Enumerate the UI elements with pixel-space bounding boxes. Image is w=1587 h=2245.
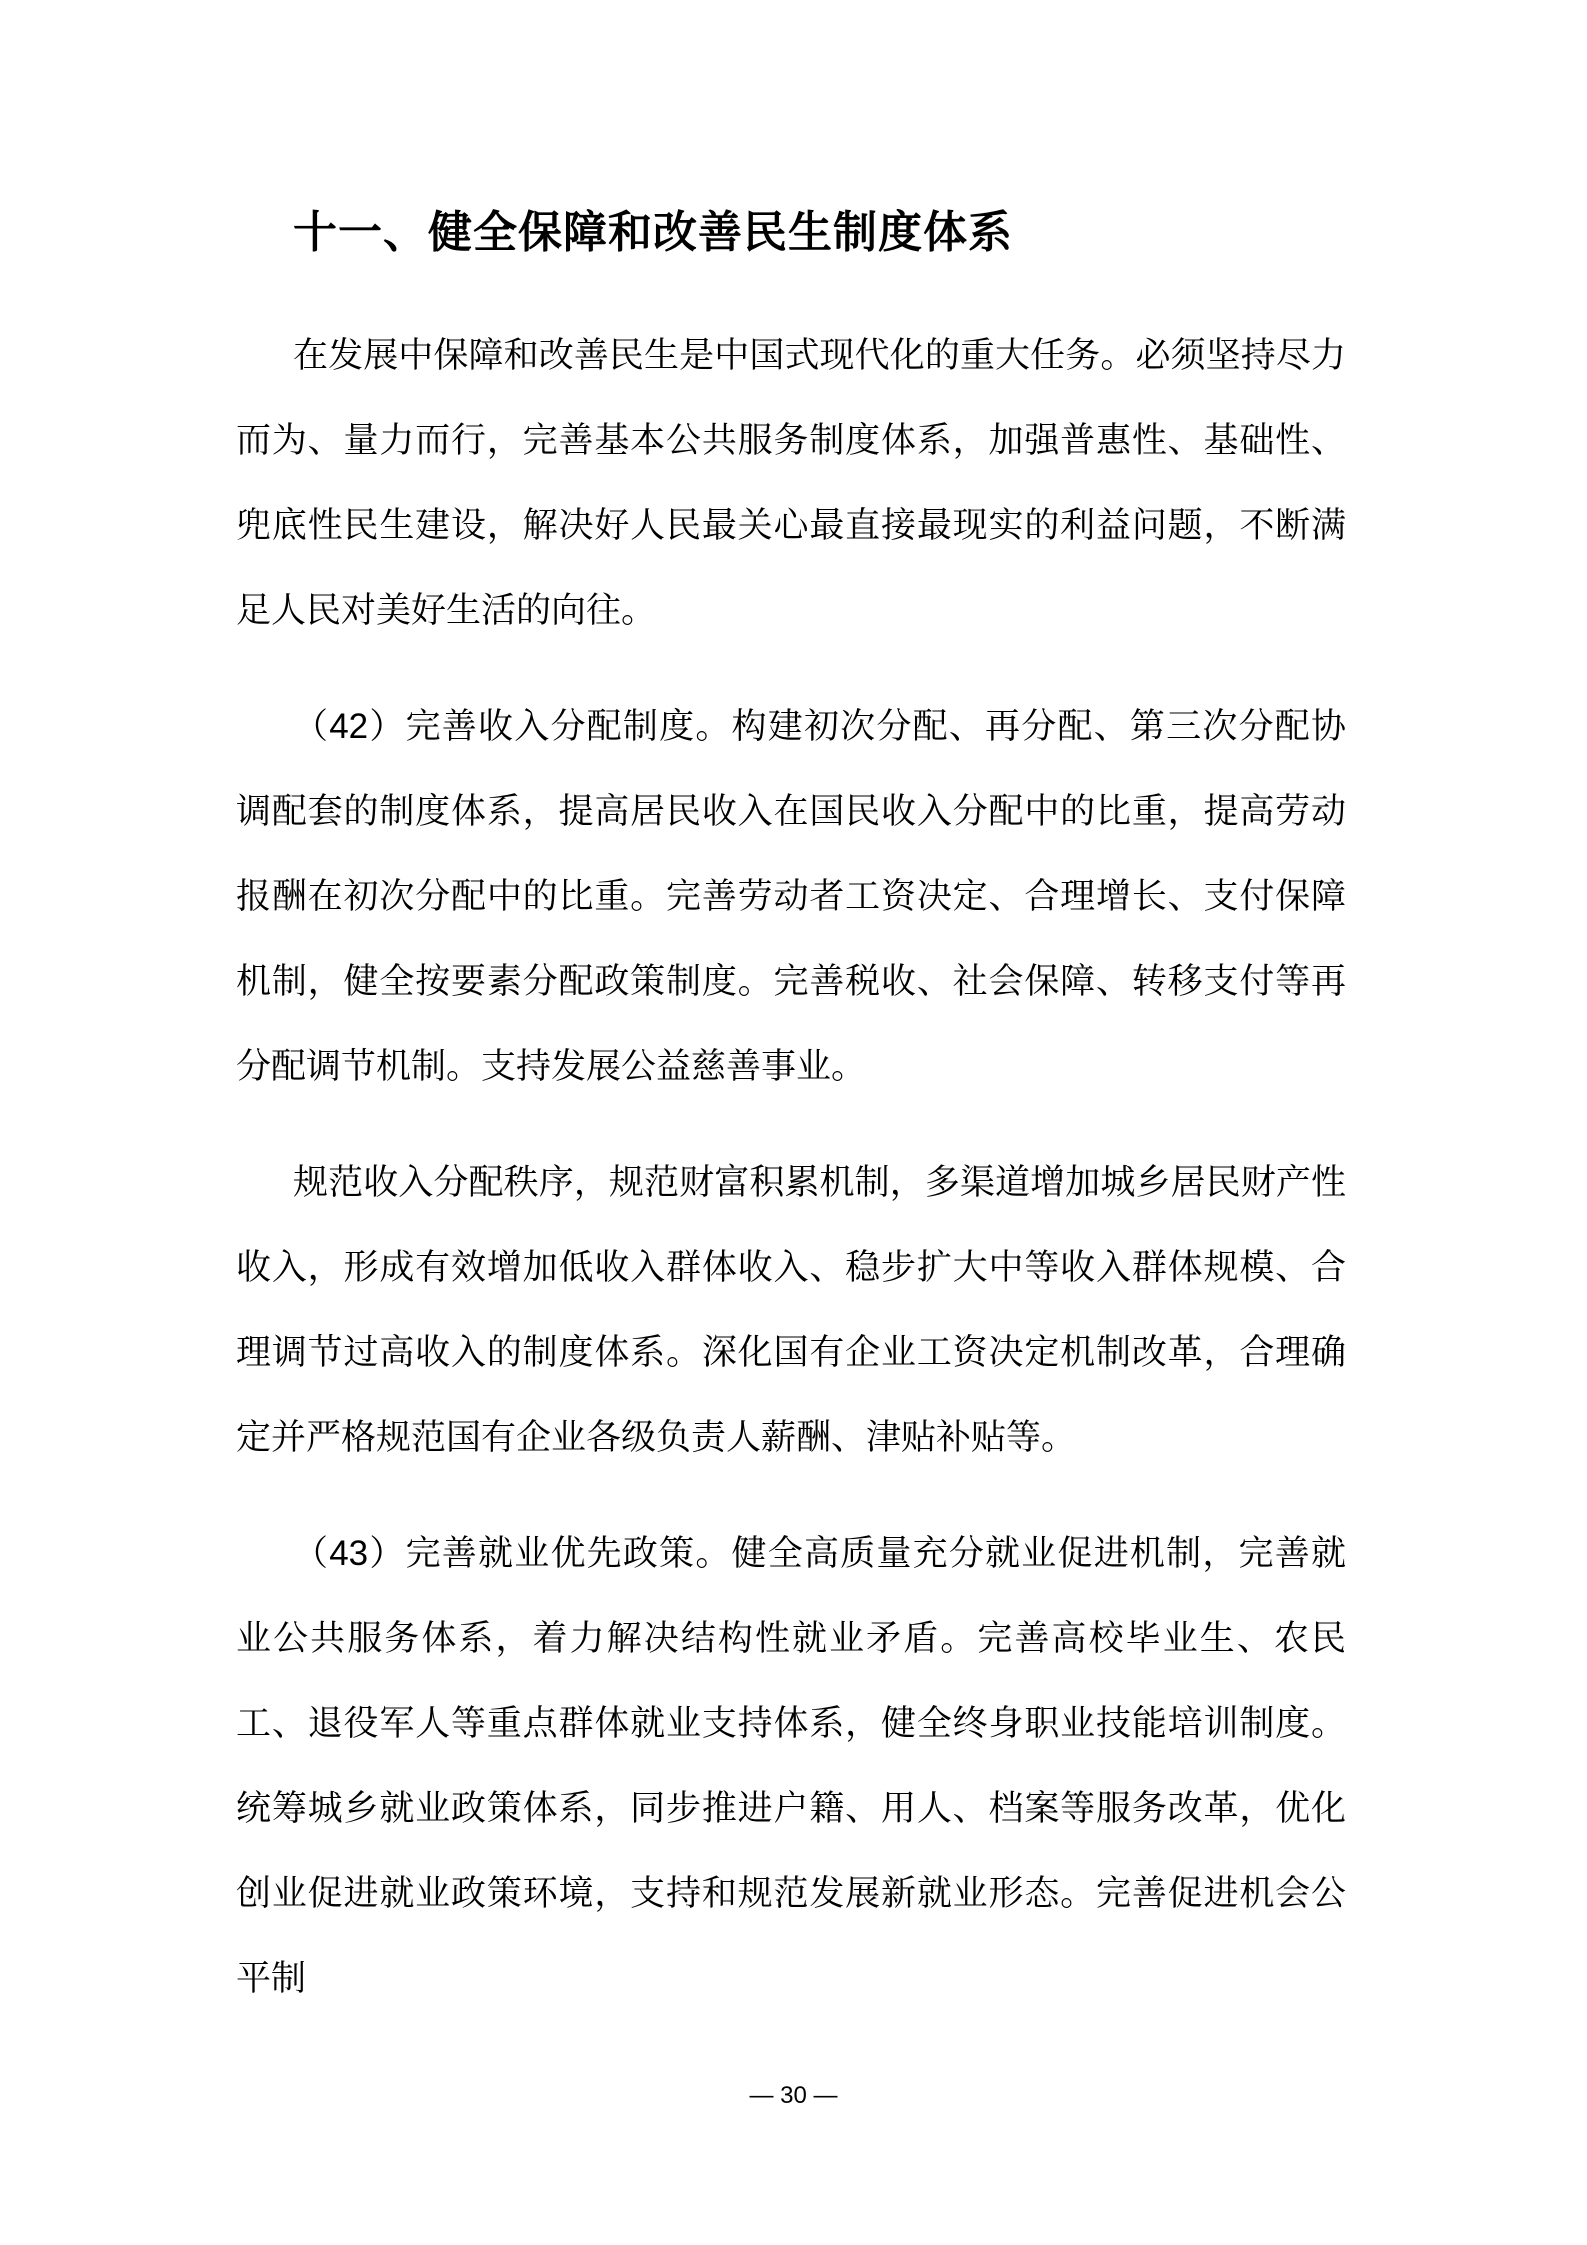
body-paragraph: 规范收入分配秩序，规范财富积累机制，多渠道增加城乡居民财产性收入，形成有效增加低收入群体收入、稳步扩大中等收入群体规模、合理调节过高收入的制度体系。深化国有企业工资决定机制改革，合理确定并严格规范国有企业各级负责人薪酬、津贴补贴等。 — [236, 1163, 1346, 1457]
text-column — [236, 0, 1346, 2021]
body-paragraph: 在发展中保障和改善民生是中国式现代化的重大任务。必须坚持尽力而为、量力而行，完善基本公共服务制度体系，加强普惠性、基础性、兜底性民生建设，解决好人民最关心最直接最现实的利益问题，不断满足人民对美好生活的向往。 — [236, 336, 1346, 630]
section-heading: 十一、健全保障和改善民生制度体系 — [293, 208, 1013, 257]
body-paragraph: （43）完善就业优先政策。健全高质量充分就业促进机制，完善就业公共服务体系，着力解决结构性就业矛盾。完善高校毕业生、农民工、退役军人等重点群体就业支持体系，健全终身职业技能培训制度。统筹城乡就业政策体系，同步推进户籍、用人、档案等服务改革，优化创业促进就业政策环境，支持和规范发展新就业形态。完善促进机会公平制 — [236, 1534, 1346, 1998]
body-paragraph: （42）完善收入分配制度。构建初次分配、再分配、第三次分配协调配套的制度体系，提高居民收入在国民收入分配中的比重，提高劳动报酬在初次分配中的比重。完善劳动者工资决定、合理增长、支付保障机制，健全按要素分配政策制度。完善税收、社会保障、转移支付等再分配调节机制。支持发展公益慈善事业。 — [236, 707, 1346, 1086]
page-number: — 30 — — [749, 2082, 838, 2109]
